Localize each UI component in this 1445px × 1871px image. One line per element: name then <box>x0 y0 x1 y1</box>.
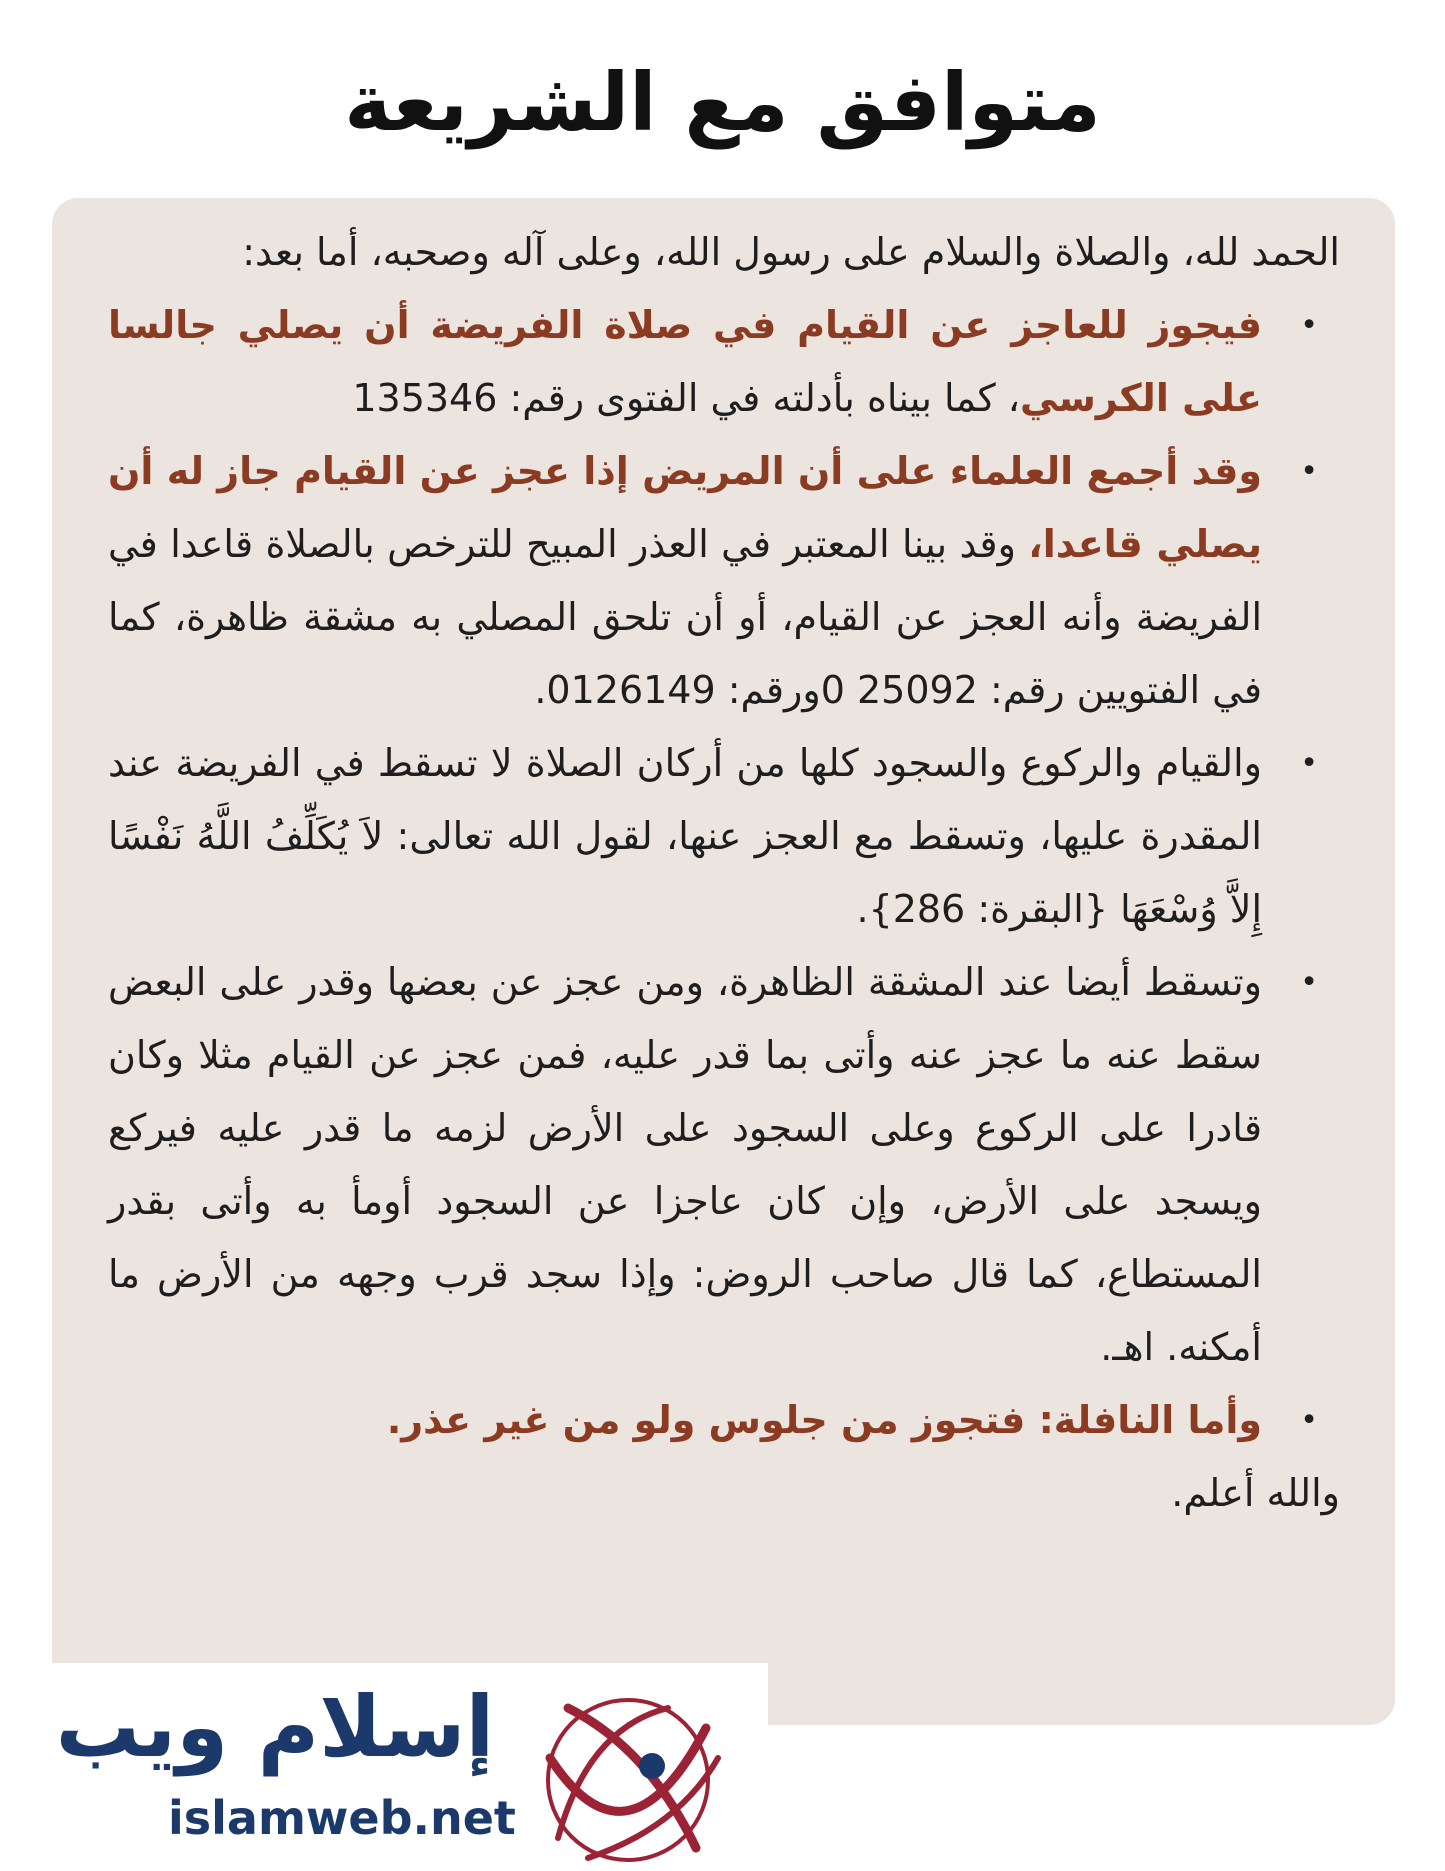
bullet-icon: • <box>1300 308 1318 343</box>
bullet-icon: • <box>1300 746 1318 781</box>
intro-paragraph: الحمد لله، والصلاة والسلام على رسول الله، وعلى آله وصحبه، أما بعد: <box>242 230 1340 274</box>
list-item <box>108 289 1340 435</box>
fatwa-content <box>108 216 1340 1530</box>
body-text: وقد بينا المعتبر في العذر المبيح للترخص بالصلاة قاعدا في الفريضة وأنه العجز عن القيام، أو أن تلحق المصلي به مشقة ظاهرة، كما في الفتويين رقم: 25092 0ورقم: 0126149. <box>108 522 1262 712</box>
highlight-text: وأما النافلة: فتجوز من جلوس ولو من غير عذر. <box>386 1398 1262 1442</box>
body-text: والقيام والركوع والسجود كلها من أركان الصلاة لا تسقط في الفريضة عند المقدرة عليها، وتسقط مع العجز عنها، لقول الله تعالى: لاَ يُكَلِّفُ اللَّهُ نَفْسًا إِلاَّ وُسْعَهَا {البقرة: 286}. <box>108 741 1262 931</box>
highlight-text: وقد أجمع العلماء على أن المريض إذا عجز عن القيام جاز له أن يصلي قاعدا، <box>108 449 1262 566</box>
bullet-icon: • <box>1300 454 1318 489</box>
list-item <box>108 1384 1340 1457</box>
highlight-text: فيجوز للعاجز عن القيام في صلاة الفريضة أن يصلي جالسا على الكرسي <box>108 303 1262 420</box>
logo-arabic-text: إسلام ويب <box>55 1678 495 1776</box>
list-item <box>108 946 1340 1384</box>
bullet-icon: • <box>1300 965 1318 1000</box>
closing-line: والله أعلم. <box>1171 1471 1340 1515</box>
page-title: متوافق مع الشريعة <box>344 56 1101 149</box>
body-text: وتسقط أيضا عند المشقة الظاهرة، ومن عجز عن بعضها وقدر على البعض سقط عنه ما عجز عنه وأتى بما قدر عليه، فمن عجز عن القيام مثلا وكان قادرا على الركوع وعلى السجود على الأرض لزمه ما قدر عليه فيركع ويسجد على الأرض، وإن كان عاجزا عن السجود أومأ به وأتى بقدر المستطاع، كما قال صاحب الروض: وإذا سجد قرب وجهه من الأرض ما أمكنه. اهـ. <box>108 960 1262 1369</box>
logo-latin-text: islamweb.net <box>168 1791 516 1845</box>
islamweb-emblem-icon <box>528 1688 734 1868</box>
body-text: ، كما بيناه بأدلته في الفتوى رقم: 135346 <box>352 376 1020 420</box>
bullet-icon: • <box>1300 1403 1318 1438</box>
list-item <box>108 435 1340 727</box>
fatwa-points-list <box>108 289 1340 1457</box>
list-item <box>108 727 1340 946</box>
